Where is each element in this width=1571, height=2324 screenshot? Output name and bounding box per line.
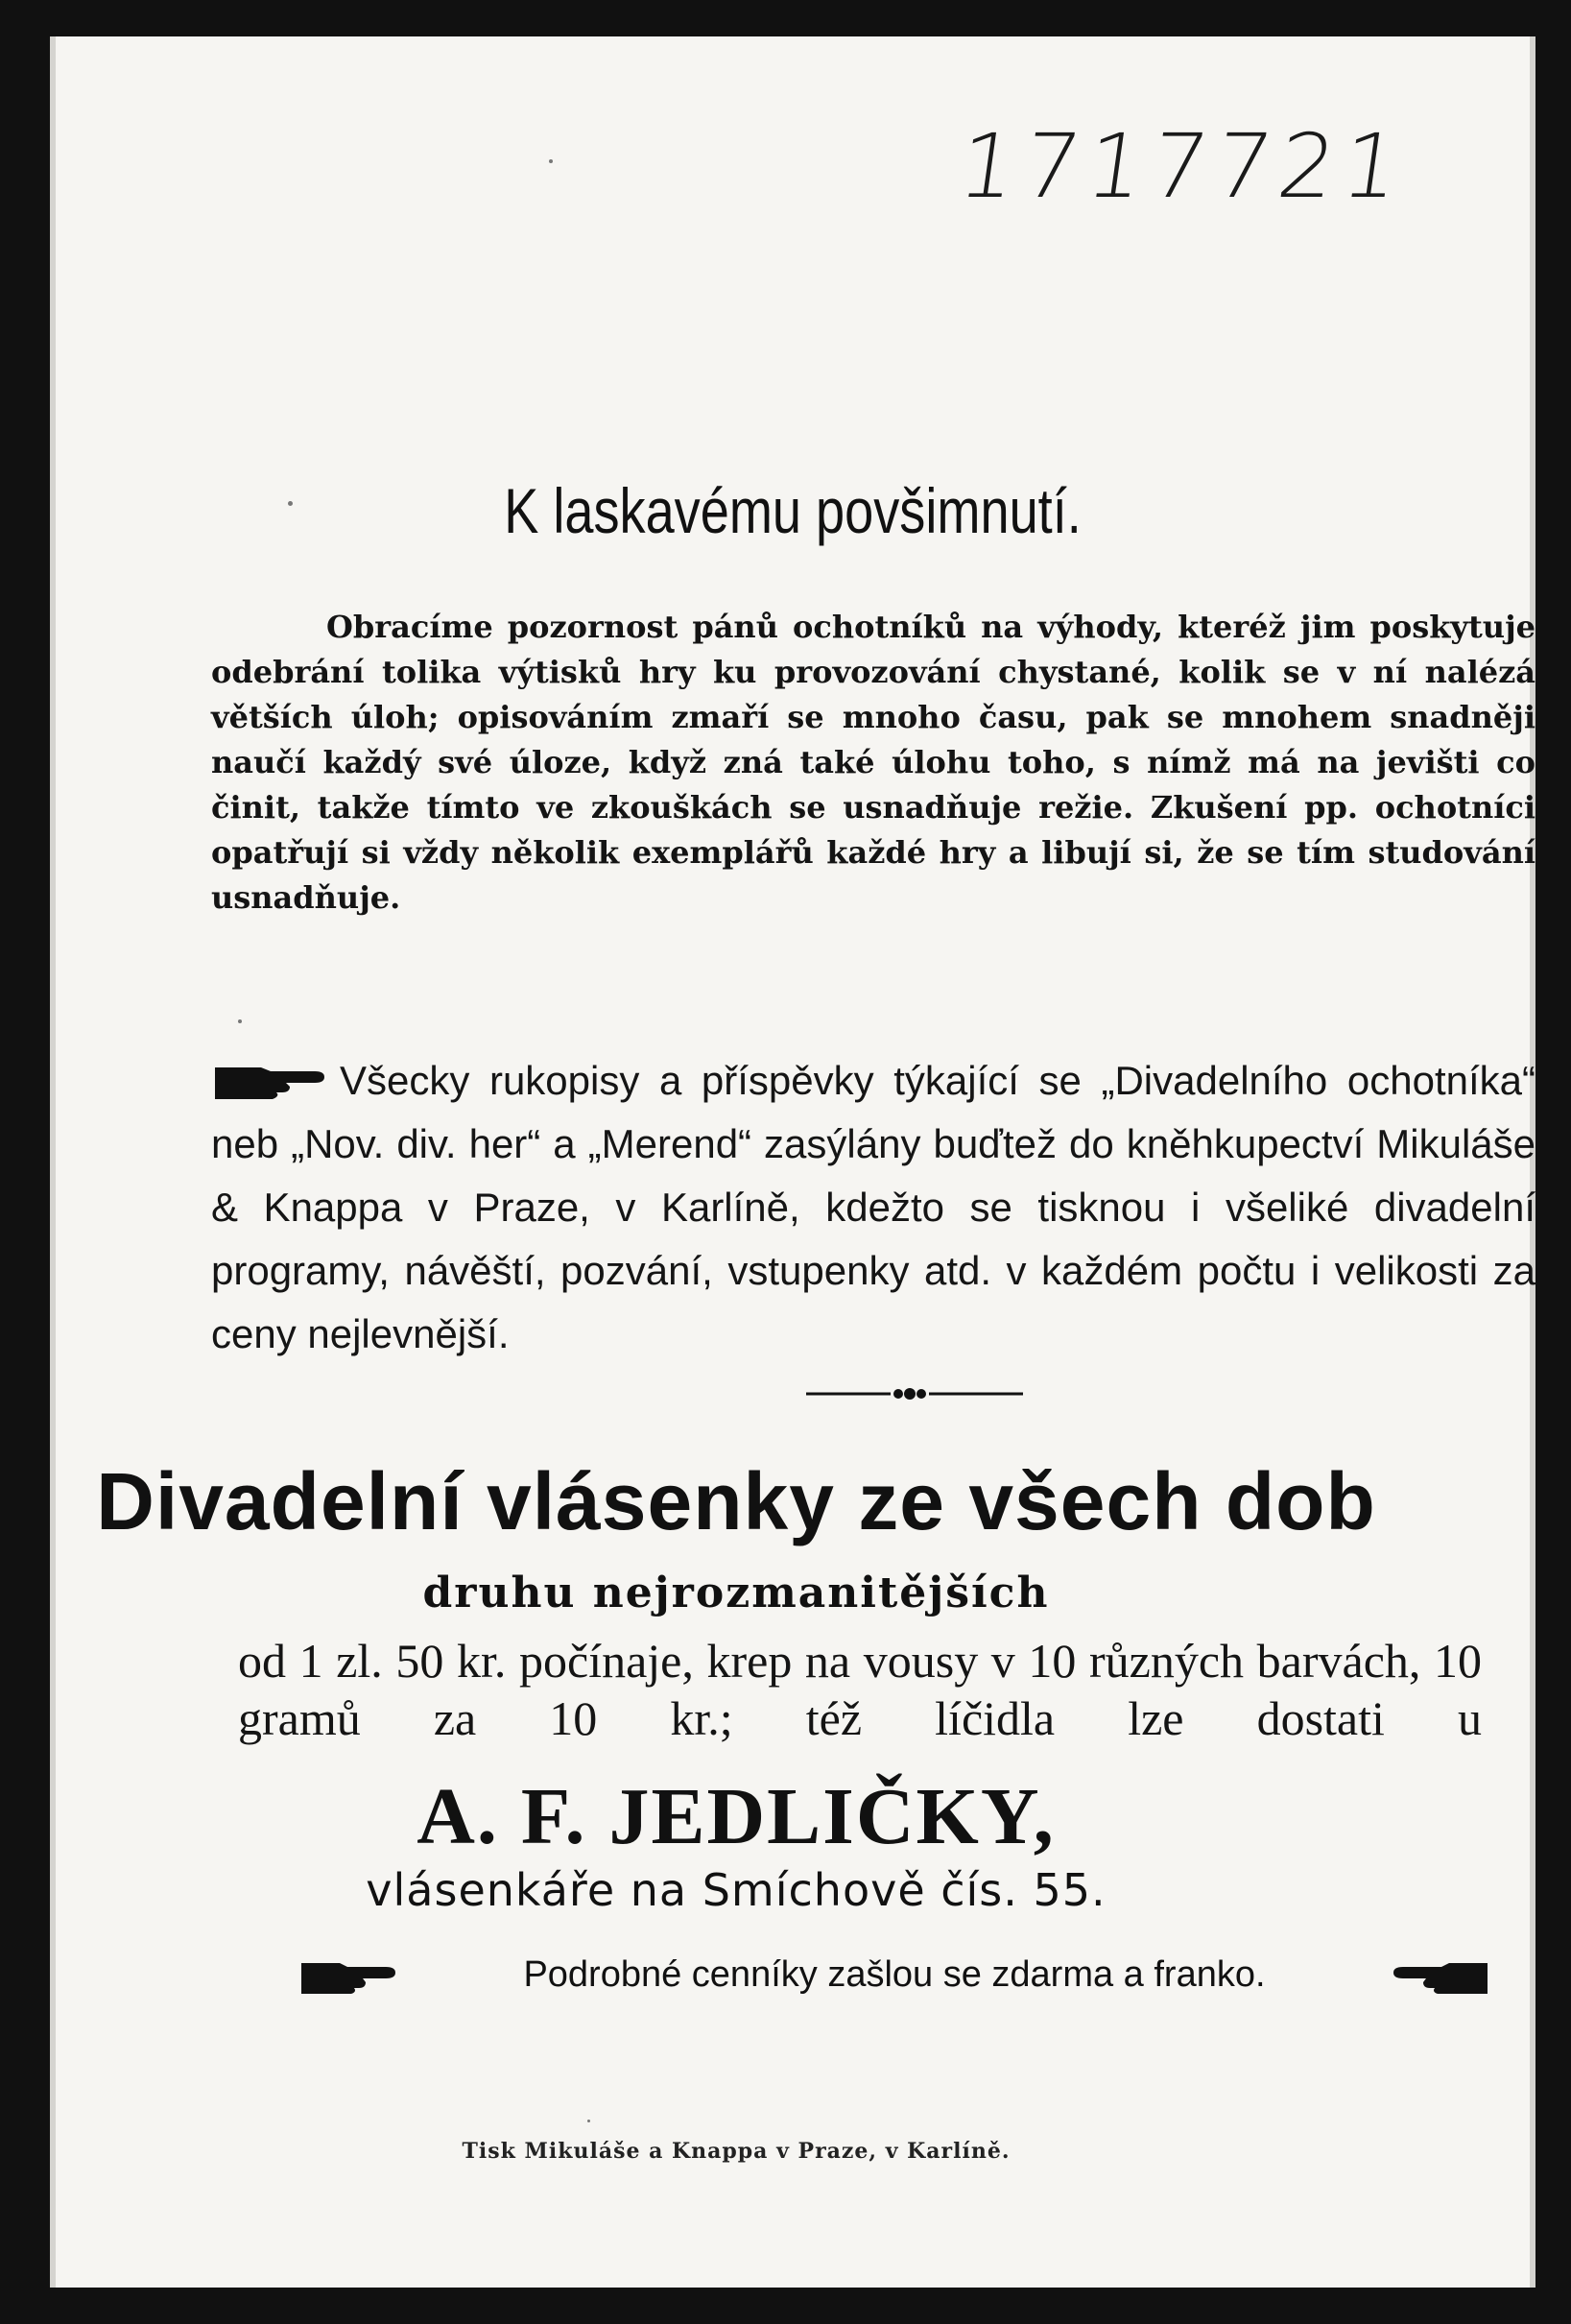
- ornamental-divider-icon: [806, 1384, 1023, 1403]
- document-page: [50, 36, 1535, 2288]
- scan-speck: [549, 159, 553, 163]
- merchant-name: A. F. JEDLIČKY,: [417, 1772, 1056, 1861]
- pointing-hand-right-icon: [299, 1957, 405, 1994]
- page-edge-left: [50, 36, 56, 2288]
- price-list-text: Podrobné cenníky zašlou se zdarma a franko.: [523, 1954, 1266, 1995]
- catalog-number: 1717721: [952, 115, 1415, 218]
- page-title: K laskavému povšimnutí.: [504, 475, 1082, 546]
- advertisement-body: od 1 zl. 50 kr. počínaje, krep na vousy v 10 různých barvách, 10 gramů za 10 kr.; též líčidla lze dostati u: [238, 1634, 1482, 1745]
- price-list-notice: [299, 1954, 1489, 1996]
- scan-speck: [238, 1019, 242, 1023]
- merchant-address: vlásenkáře na Smíchově čís. 55.: [366, 1864, 1107, 1916]
- advertisement-title: Divadelní vlásenky ze všech dob: [96, 1456, 1376, 1546]
- intro-paragraph: [211, 605, 1535, 921]
- pointing-hand-right-icon: [211, 1062, 334, 1100]
- printer-imprint: Tisk Mikuláše a Knappa v Praze, v Karlíně.: [462, 2139, 1011, 2164]
- scan-speck: [587, 2120, 590, 2122]
- pointing-hand-left-icon: [1384, 1957, 1489, 1994]
- advertisement-subtitle: druhu nejrozmanitějších: [422, 1569, 1050, 1617]
- notice-text: Všecky rukopisy a příspěvky týkající se „Divadelního ochotníka“ neb „Nov. div. her“ a „Merend“ zasýlány buďtež do kněhkupectví Mikuláše & Knappa v Praze, v Karlíně, kdežto se tisknou i všeliké divadelní programy, návěští, pozvání, vstupenky atd. v každém počtu i velikosti za ceny nejlevnější.: [211, 1058, 1535, 1356]
- notice-paragraph: [211, 1049, 1535, 1366]
- intro-text: Obracíme pozornost pánů ochotníků na výhody, kteréž jim poskytuje odebrání tolika výtisků hry ku provozování chystané, kolik se v ní nalézá větších úloh; opisováním zmaří se mnoho času, pak se mnohem snadněji naučí každý své úloze, když zná také úlohu toho, s nímž má na jevišti co činit, takže tímto ve zkouškách se usnadňuje režie. Zkušení pp. ochotníci opatřují si vždy několik exemplářů každé hry a libují si, že se tím studování usnadňuje.: [211, 609, 1535, 916]
